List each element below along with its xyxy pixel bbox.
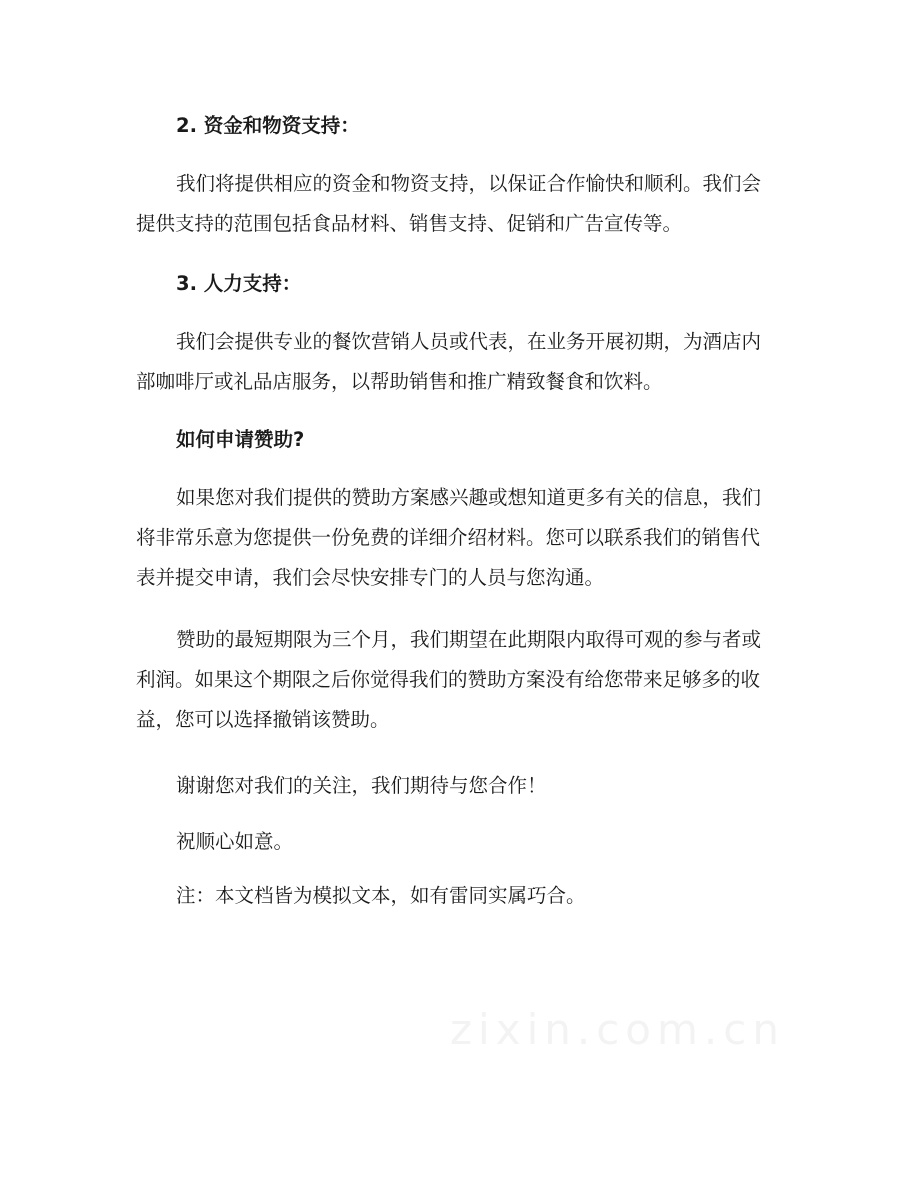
regards-text: 祝顺心如意。: [176, 830, 294, 853]
section3-body: 我们会提供专业的餐饮营销人员或代表，在业务开展初期，为酒店内部咖啡厅或礼品店服务，以帮助销售和推广精致餐食和饮料。: [136, 330, 762, 393]
section3-heading: 3. 人力支持：: [176, 272, 302, 295]
apply-body: 如果您对我们提供的赞助方案感兴趣或想知道更多有关的信息，我们将非常乐意为您提供一份免费的详细介绍材料。您可以联系我们的销售代表并提交申请，我们会尽快安排专门的人员与您沟通。: [136, 486, 762, 589]
note-text: 注：本文档皆为模拟文本，如有雷同实属巧合。: [176, 884, 586, 907]
watermark: zixin.com.cn: [450, 1005, 785, 1054]
section2-heading: 2. 资金和物资支持：: [176, 114, 360, 137]
thanks-text: 谢谢您对我们的关注，我们期待与您合作！: [176, 774, 547, 797]
section2-body: 我们将提供相应的资金和物资支持，以保证合作愉快和顺利。我们会提供支持的范围包括食品材料、销售支持、促销和广告宣传等。: [136, 172, 762, 235]
apply-heading: 如何申请赞助?: [176, 428, 305, 451]
term-body: 赞助的最短期限为三个月，我们期望在此期限内取得可观的参与者或利润。如果这个期限之后你觉得我们的赞助方案没有给您带来足够多的收益，您可以选择撤销该赞助。: [136, 628, 762, 731]
